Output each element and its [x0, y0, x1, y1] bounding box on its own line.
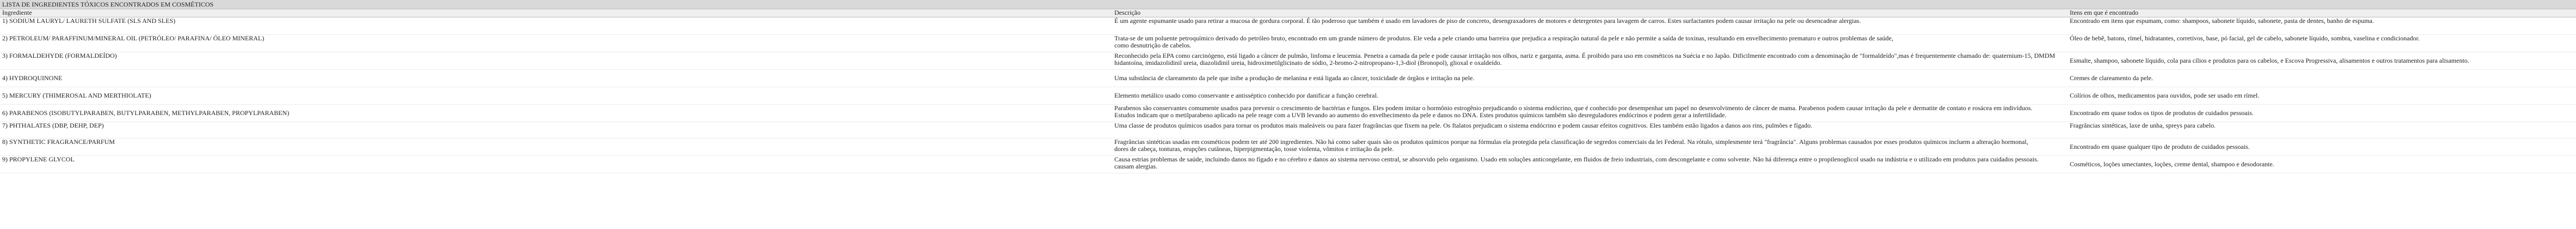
ingredient-name: 9) PROPYLENE GLYCOL	[2, 155, 75, 163]
ingredient-name: 8) SYNTHETIC FRAGRANCE/PARFUM	[2, 138, 115, 146]
table-row	[0, 138, 2576, 156]
ingredient-description	[1112, 122, 2068, 138]
ingredient-name: 2) PETROLEUM/ PARAFFINUM/MINERAL OIL (PETRÓLEO/ PARAFINA/ ÓLEO MINERAL)	[2, 34, 265, 42]
header-ingredient: Ingrediente	[0, 9, 1112, 17]
ingredient-description	[1112, 70, 2068, 87]
description-line: Reconhecido pela EPA como carcinógeno, está ligado a câncer de pulmão, linfoma e leucemia. Penetra a camada da pele e pode causar irritação nos olhos, nariz e garganta, asma. É proibido para uso em cosméticos na Suécia e no Japão. Dificilmente encontrado com a denominação de "formaldeído",mas é frequentemente chamado de: quaternium-15, DMDM	[1114, 52, 2056, 59]
description-line: Estudos indicam que o metilparabeno aplicado na pele reage com a UVB levando ao aumento do envelhecimento da pele e danos no DNA. Estes produtos químicos também são desreguladores endócrinos e podem gerar a infertilidade.	[1114, 111, 1727, 119]
ingredient-name: 6) PARABENOS (ISOBUTYLPARABEN, BUTYLPARABEN, METHYLPARABEN, PROPYLPARABEN)	[2, 109, 290, 117]
header-row	[0, 9, 2576, 17]
ingredient-items: Esmalte, shampoo, sabonete líquido, cola para cílios e produtos para os cabelos, e Escova Progressiva, alisamentos e outros tratamentos para alisamento.	[2070, 57, 2469, 64]
description-line: É um agente espumante usado para retirar a mucosa de gordura corporal. É tão poderoso que também é usado em lavadores de piso de concreto, desengraxadores de motores e detergentes para lavagem de carros. Estes surfactantes podem causar irritação na pele ou desencadear alergias.	[1114, 17, 1861, 25]
ingredient-name: 1) SODIUM LAURYL/ LAURETH SULFATE (SLS AND SLES)	[2, 17, 176, 25]
ingredient-items: Colírios de olhos, medicamentos para ouvidos, pode ser usado em rímel.	[2070, 92, 2260, 99]
ingredient-items: Cosméticos, loções umectantes, loções, creme dental, shampoo e desodorante.	[2070, 160, 2274, 168]
table-row	[0, 156, 2576, 173]
description-line: Uma classe de produtos químicos usados para tornar os produtos mais maleáveis ou para fazer fragrâncias que fixem na pele. Os ftalatos prejudicam o sistema endócrino e podem causar efeitos cognitivos. Eles também estão ligados a danos aos rins, pulmões e fígado.	[1114, 122, 1812, 129]
description-line: dores de cabeça, tonturas, erupções cutâneas, hiperpigmentação, tosse violenta, vômitos e irritação da pele.	[1114, 145, 1394, 153]
ingredient-name: 3) FORMALDEHYDE (FORMALDEÍDO)	[2, 52, 117, 59]
ingredient-items: Encontrado em quase todos os tipos de produtos de cuidados pessoais.	[2070, 109, 2254, 117]
header-description: Descrição	[1112, 9, 2068, 17]
ingredient-name: 7) PHTHALATES (DBP, DEHP, DEP)	[2, 122, 104, 129]
ingredient-description	[1112, 138, 2068, 156]
ingredient-items: Encontrado em quase qualquer tipo de produto de cuidados pessoais.	[2070, 143, 2250, 150]
ingredient-description	[1112, 52, 2068, 70]
ingredient-items: Cremes de clareamento da pele.	[2070, 74, 2153, 82]
table-row	[0, 122, 2576, 138]
ingredient-description	[1112, 17, 2068, 35]
table-row	[0, 35, 2576, 52]
sheet-title: LISTA DE INGREDIENTES TÓXICOS ENCONTRADOS EM COSMÉTICOS	[0, 0, 2576, 9]
ingredient-description	[1112, 105, 2068, 122]
description-line: Trata-se de um poluente petroquímico derivado do petróleo bruto, encontrado em um grande número de produtos. Ele veda a pele criando uma barreira que prejudica a respiração natural da pele e não permite a saída de toxinas, resultando em envelhecimento prematuro e outros problemas de saúde,	[1114, 34, 1893, 42]
description-line: Fragrâncias sintéticas usadas em cosméticos podem ter até 200 ingredientes. Não há como saber quais são os produtos químicos porque na fórmulas ela protegida pela classificação de segredos comerciais da lei Federal. Na rótulo, simplesmente terá "fragrância". Alguns problemas causados por esses produtos químicos incluem a alteração hormonal,	[1114, 138, 2028, 146]
header-items: Itens em que é encontrado	[2068, 9, 2576, 17]
table-row	[0, 17, 2576, 35]
ingredient-items: Óleo de bebê, batons, rímel, hidratantes, corretivos, base, pó facial, gel de cabelo, sabonete líquido, sombra, vaselina e condicionador.	[2070, 34, 2420, 42]
description-line: Causa estrias problemas de saúde, incluindo danos no fígado e no cérebro e danos ao sistema nervoso central, se absorvido pelo organismo. Usado em soluções anticongelante, em fluidos de freio industriais, com descongelante e como solvente. Não há diferença entre o propilenoglicol usado na indústria e o utilizado em produtos para cuidados pessoais.	[1114, 155, 2039, 163]
ingredients-table	[0, 9, 2576, 173]
description-line: causam alergias.	[1114, 162, 1158, 170]
table-row	[0, 52, 2576, 70]
table-row	[0, 70, 2576, 87]
ingredient-name: 4) HYDROQUINONE	[2, 74, 63, 82]
ingredient-items: Fragrâncias sintéticas, laxe de unha, spreys para cabelo.	[2070, 122, 2216, 129]
description-line: hidantoína, imidazolidinil ureia, diazolidinil ureia, hidroximetilglicinato de sódio, 2-bromo-2-nitropropano-1,3-diol (Bronopol), glioxal e oxaldeído.	[1114, 59, 1502, 67]
description-line: Elemento metálico usado como conservante e antisséptico conhecido por danificar a função cerebral.	[1114, 92, 1378, 99]
table-row	[0, 87, 2576, 105]
ingredient-description	[1112, 35, 2068, 52]
ingredient-items: Encontrado em itens que espumam, como: shampoos, sabonete líquido, sabonete, pasta de dentes, banho de espuma.	[2070, 17, 2374, 25]
ingredient-description	[1112, 156, 2068, 173]
ingredient-description	[1112, 87, 2068, 105]
description-line: Parabenos são conservantes comumente usados para prevenir o crescimento de bactérias e fungos. Eles podem imitar o hormônio estrogênio prejudicando o sistema endócrino, que é conhecido por desempenhar um papel no desenvolvimento de câncer de mama. Parabenos podem causar irritação da pele e dermatite de contato e rosácea em indivíduos.	[1114, 104, 2033, 112]
description-line: Uma substância de clareamento da pele que inibe a produção de melanina e está ligada ao câncer, toxicidade de órgãos e irritação na pele.	[1114, 74, 1475, 82]
description-line: como desnutrição de cabelos.	[1114, 41, 1192, 49]
table-row	[0, 105, 2576, 122]
ingredient-name: 5) MERCURY (THIMEROSAL AND MERTHIOLATE)	[2, 92, 151, 99]
